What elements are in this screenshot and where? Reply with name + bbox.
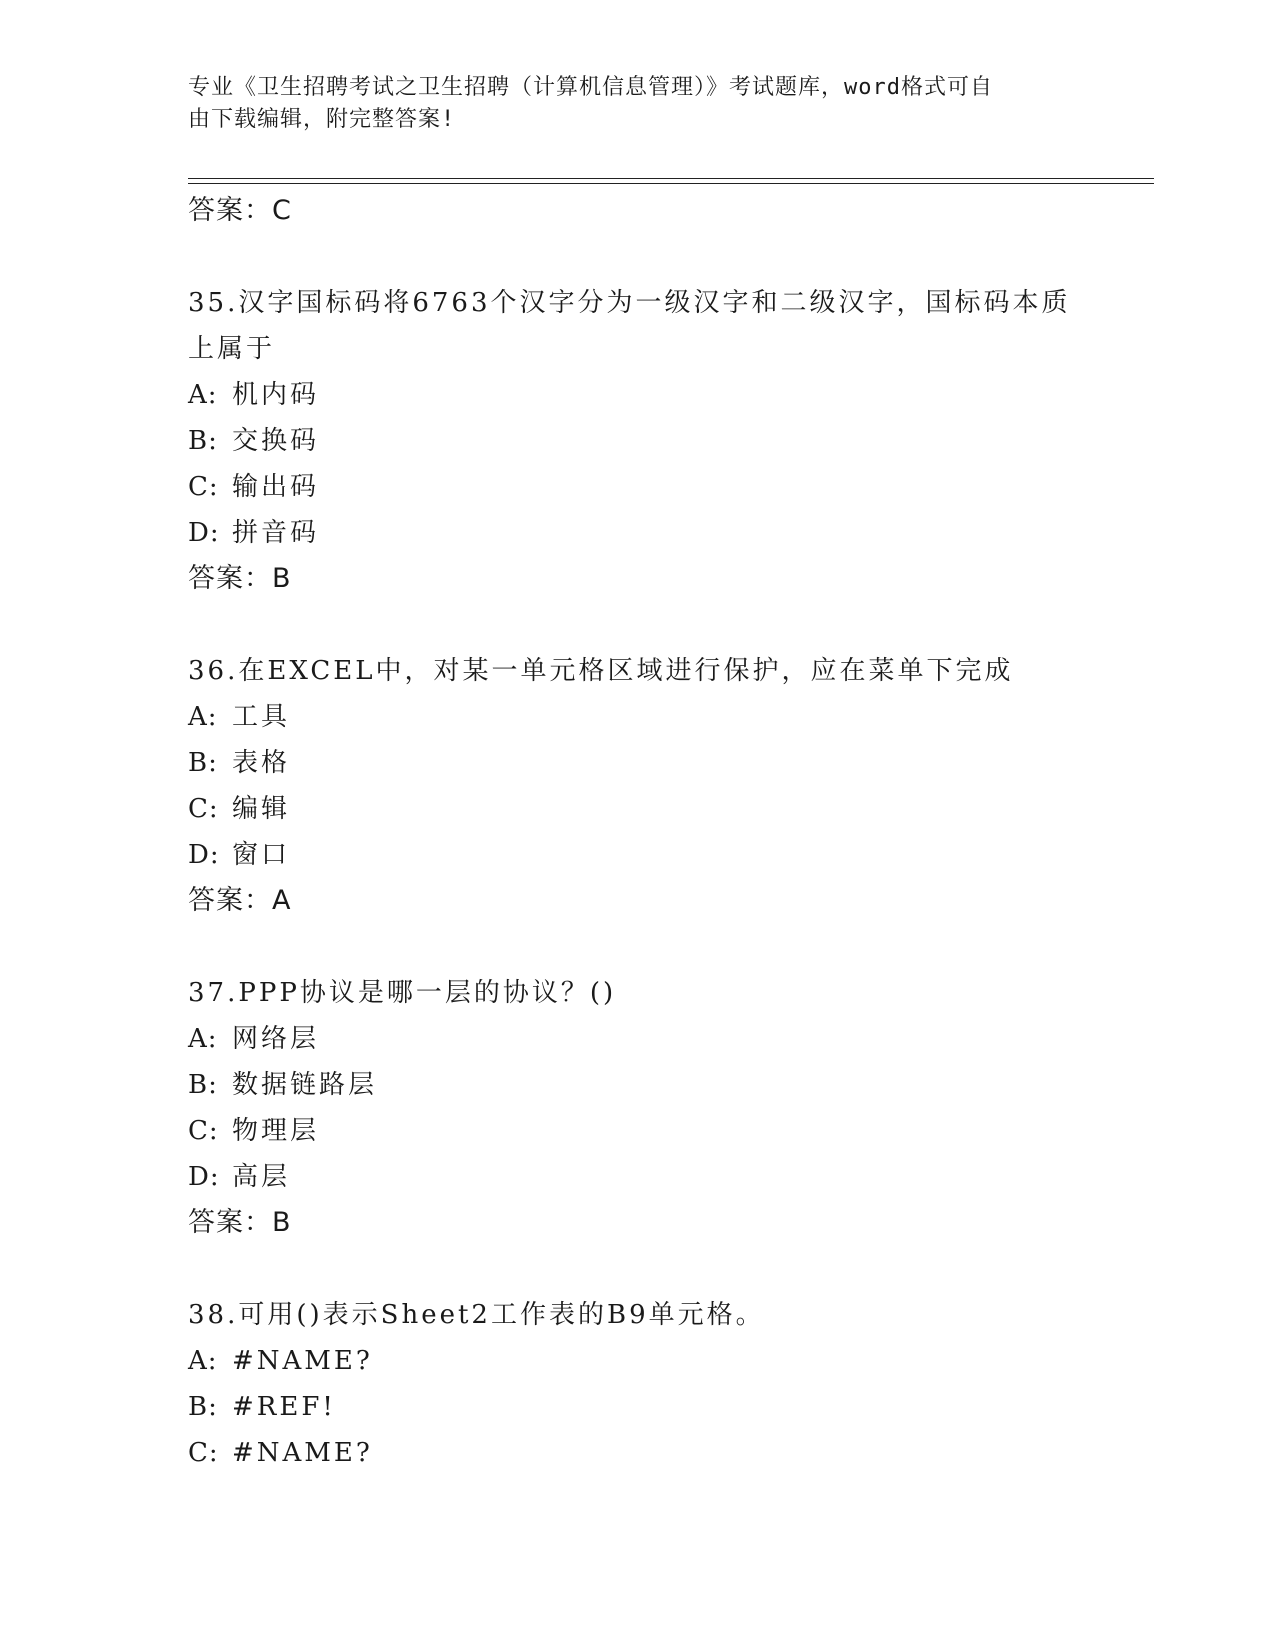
question-35 bbox=[188, 280, 1088, 602]
option-text: 工具 bbox=[232, 702, 291, 732]
option-c bbox=[188, 1430, 1088, 1476]
option-key: C: bbox=[188, 794, 219, 824]
header-divider-top bbox=[188, 178, 1154, 179]
question-stem: 35.汉字国标码将6763个汉字分为一级汉字和二级汉字，国标码本质 bbox=[188, 288, 1071, 318]
option-key: C: bbox=[188, 1438, 219, 1468]
option-text: 拼音码 bbox=[232, 518, 320, 548]
option-a bbox=[188, 694, 1088, 740]
option-text: 窗口 bbox=[232, 840, 291, 870]
previous-answer: 答案：C bbox=[188, 195, 292, 226]
option-text: 高层 bbox=[232, 1162, 291, 1192]
option-text: 编辑 bbox=[232, 794, 291, 824]
option-d bbox=[188, 1154, 1088, 1200]
option-key: B: bbox=[188, 426, 218, 456]
option-a bbox=[188, 1016, 1088, 1062]
option-key: D: bbox=[188, 840, 220, 870]
question-stem: 37.PPP协议是哪一层的协议？() bbox=[188, 978, 617, 1008]
question-37 bbox=[188, 970, 1088, 1246]
header-line-1: 专业《卫生招聘考试之卫生招聘（计算机信息管理）》考试题库，word格式可自 bbox=[188, 75, 993, 100]
option-c bbox=[188, 464, 1088, 510]
question-38 bbox=[188, 1292, 1088, 1476]
question-stem-continued: 上属于 bbox=[188, 334, 276, 364]
option-text: 数据链路层 bbox=[232, 1070, 378, 1100]
option-key: B: bbox=[188, 1070, 218, 1100]
option-key: A: bbox=[188, 1346, 218, 1376]
question-answer: 答案：B bbox=[188, 563, 292, 594]
option-d bbox=[188, 510, 1088, 556]
option-key: C: bbox=[188, 1116, 219, 1146]
option-text: 交换码 bbox=[232, 426, 320, 456]
question-answer: 答案：A bbox=[188, 885, 292, 916]
header-divider-bottom bbox=[188, 183, 1154, 184]
option-text: #NAME? bbox=[232, 1438, 373, 1468]
option-d bbox=[188, 832, 1088, 878]
option-key: D: bbox=[188, 1162, 220, 1192]
option-key: B: bbox=[188, 1392, 218, 1422]
question-stem: 36.在EXCEL中，对某一单元格区域进行保护，应在菜单下完成 bbox=[188, 656, 1014, 686]
header-line-2: 由下载编辑，附完整答案! bbox=[188, 107, 456, 132]
option-key: A: bbox=[188, 1024, 218, 1054]
option-text: 物理层 bbox=[232, 1116, 320, 1146]
option-b bbox=[188, 740, 1088, 786]
option-text: #NAME? bbox=[232, 1346, 373, 1376]
option-b bbox=[188, 1384, 1088, 1430]
question-list bbox=[188, 188, 1088, 1476]
option-a bbox=[188, 1338, 1088, 1384]
option-key: A: bbox=[188, 380, 218, 410]
option-text: 机内码 bbox=[232, 380, 320, 410]
option-text: #REF! bbox=[232, 1392, 336, 1422]
document-header bbox=[188, 72, 1088, 136]
option-text: 网络层 bbox=[232, 1024, 320, 1054]
option-b bbox=[188, 418, 1088, 464]
question-36 bbox=[188, 648, 1088, 924]
option-key: A: bbox=[188, 702, 218, 732]
option-key: C: bbox=[188, 472, 219, 502]
option-c bbox=[188, 1108, 1088, 1154]
option-text: 输出码 bbox=[232, 472, 320, 502]
option-c bbox=[188, 786, 1088, 832]
option-b bbox=[188, 1062, 1088, 1108]
option-key: D: bbox=[188, 518, 220, 548]
question-stem: 38.可用()表示Sheet2工作表的B9单元格。 bbox=[188, 1300, 765, 1330]
option-key: B: bbox=[188, 748, 218, 778]
option-a bbox=[188, 372, 1088, 418]
option-text: 表格 bbox=[232, 748, 291, 778]
question-answer: 答案：B bbox=[188, 1207, 292, 1238]
